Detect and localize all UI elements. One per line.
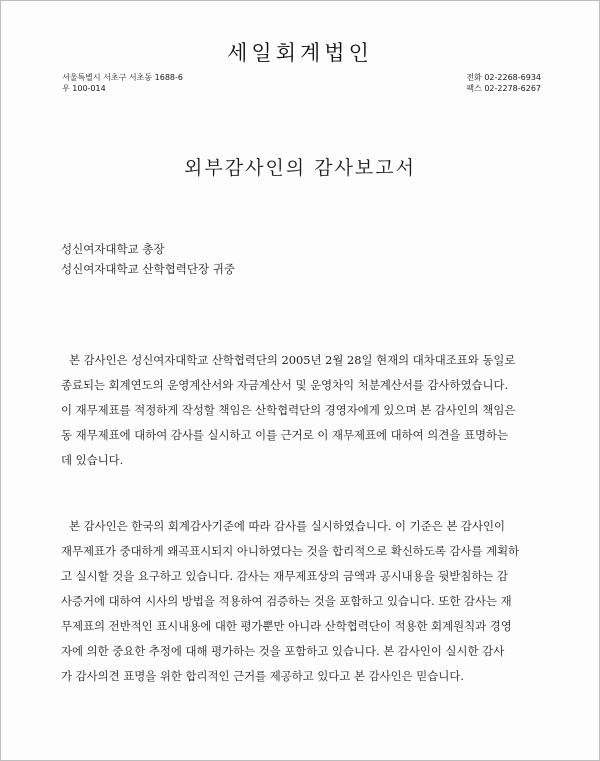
paragraph-scope (61, 348, 561, 473)
phone-number: 전화 02-2268-6934 (466, 73, 541, 82)
paragraph-line: 사증거에 대하여 시사의 방법을 적용하여 검증하는 것을 포함하고 있습니다. 또한 감사는 재 (61, 594, 512, 608)
paragraph-line: 데 있습니다. (61, 453, 124, 467)
paragraph-line: 재무제표가 중대하게 왜곡표시되지 아니하였다는 것을 합리적으로 확신하도록 감사를 계획하 (61, 544, 520, 558)
address-line: 서울특별시 서초구 서초동 1688-6 (62, 73, 183, 82)
recipient-line: 성신여자대학교 산학협력단장 귀중 (61, 262, 235, 276)
paragraph-line: 본 감사인은 한국의 회계감사기준에 따라 감사를 실시하였습니다. 이 기준은 본 감사인이 (69, 519, 505, 533)
fax-number: 팩스 02-2278-6267 (466, 84, 541, 93)
recipient-line: 성신여자대학교 총장 (61, 242, 165, 256)
firm-contact (466, 72, 541, 94)
paragraph-line: 이 재무제표를 적정하게 작성할 책임은 산학협력단의 경영자에게 있으며 본 감사인의 책임은 (61, 403, 516, 417)
paragraph-line: 본 감사인은 성신여자대학교 산학협력단의 2005년 2월 28일 현재의 대차대조표와 동일로 (69, 353, 516, 367)
paragraph-line: 무제표의 전반적인 표시내용에 대한 평가뿐만 아니라 산학협력단이 적용한 회계원칙과 경영 (61, 619, 512, 633)
firm-name: 세일회계법인 (227, 41, 373, 65)
recipient-block (61, 239, 235, 279)
firm-address (62, 72, 183, 94)
paragraph-line: 종료되는 회계연도의 운영계산서와 자금계산서 및 운영차익 처분계산서를 감사하였습니다. (61, 378, 509, 392)
paragraph-standards (61, 514, 561, 689)
postal-code: 우 100-014 (62, 84, 106, 93)
report-title: 외부감사인의 감사보고서 (184, 157, 416, 179)
paragraph-line: 가 감사의견 표명을 위한 합리적인 근거를 제공하고 있다고 본 감사인은 믿습니다. (61, 669, 464, 683)
paragraph-line: 자에 의한 중요한 추정에 대해 평가하는 것을 포함하고 있습니다. 본 감사인이 실시한 감사 (61, 644, 505, 658)
paragraph-line: 동 재무제표에 대하여 감사를 실시하고 이를 근거로 이 재무제표에 대하여 의견을 표명하는 (61, 428, 508, 442)
paragraph-line: 고 실시할 것을 요구하고 있습니다. 감사는 재무제표상의 금액과 공시내용을 뒷받침하는 감 (61, 569, 508, 583)
